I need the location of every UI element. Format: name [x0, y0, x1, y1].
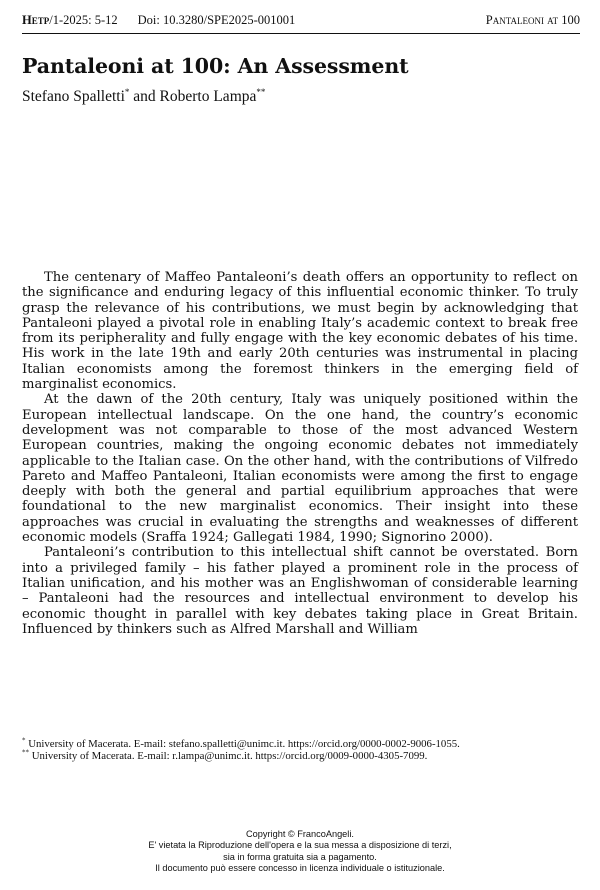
- footnote-mark: **: [22, 748, 29, 757]
- footnote: [22, 750, 578, 762]
- copyright-line: Il documento può essere concesso in licenza individuale o istituzionale.: [155, 862, 445, 873]
- footnote-text: University of Macerata. E-mail: stefano.spalletti@unimc.it. https://orcid.org/0000-0002-9006-1055.: [25, 738, 460, 750]
- body-paragraph: Pantaleoni’s contribution to this intellectual shift cannot be overstated. Born into a privileged family – his father played a prominent role in the process of Italian unification, and his mother was an Englishwoman of considerable learning – Pantaleoni had the resources and intellectual environment to develop his economic thought in parallel with key debates taking place in Great Britain. Influenced by thinkers such as Alfred Marshall and William: [22, 545, 578, 637]
- body-paragraph: At the dawn of the 20th century, Italy was uniquely positioned within the European intellectual landscape. On the one hand, the country’s economic development was not comparable to those of the most advanced Western European countries, making the ongoing economic debates not immediately applicable to the Italian case. On the other hand, with the contributions of Vilfredo Pareto and Maffeo Pantaleoni, Italian economists were among the first to engage deeply with both the general and partial equilibrium approaches that were foundational to the new marginalist economics. Their insight into these approaches was crucial in evaluating the strengths and weaknesses of different economic models (Sraffa 1924; Gallegati 1984, 1990; Signorino 2000).: [22, 392, 578, 546]
- footnote-mark: *: [124, 86, 130, 97]
- doi-text: Doi: 10.3280/SPE2025-001001: [137, 13, 296, 27]
- author-name: Roberto Lampa: [159, 88, 257, 105]
- body-paragraph: The centenary of Maffeo Pantaleoni’s death offers an opportunity to reflect on the significance and enduring legacy of this influential economic thinker. To truly grasp the relevance of his contributions, we must begin by acknowledging that Pantaleoni played a pivotal role in enabling Italy’s academic context to break free from its peripherality and fully engage with the key economic debates of his time. His work in the late 19th and early 20th centuries was instrumental in placing Italian economists among the foremost thinkers in the emerging field of marginalist economics.: [22, 270, 578, 393]
- journal-name: Hetp: [22, 13, 50, 27]
- footnotes: [22, 738, 578, 762]
- header-left: [22, 13, 295, 28]
- article-title: Pantaleoni at 100: An Assessment: [22, 54, 409, 78]
- footnote-mark: **: [256, 86, 266, 97]
- copyright-line: sia in forma gratuita sia a pagamento.: [223, 851, 377, 862]
- footnote: [22, 738, 578, 750]
- running-header: [22, 13, 580, 34]
- article-body: [22, 270, 578, 637]
- footnote-text: University of Macerata. E-mail: r.lampa@unimc.it. https://orcid.org/0009-0000-4305-7099.: [29, 750, 428, 762]
- copyright-line: Copyright © FrancoAngeli.: [246, 829, 354, 839]
- copyright-notice: [0, 829, 600, 874]
- running-title: Pantaleoni at 100: [485, 13, 580, 27]
- author-line: [22, 88, 265, 106]
- issue-info: /1-2025: 5-12: [49, 13, 118, 27]
- copyright-line: E' vietata la Riproduzione dell'opera e la sua messa a disposizione di terzi,: [148, 840, 452, 851]
- footnote-mark: *: [22, 736, 26, 745]
- author-conjunction: and: [129, 88, 160, 105]
- author-name: Stefano Spalletti: [22, 88, 125, 105]
